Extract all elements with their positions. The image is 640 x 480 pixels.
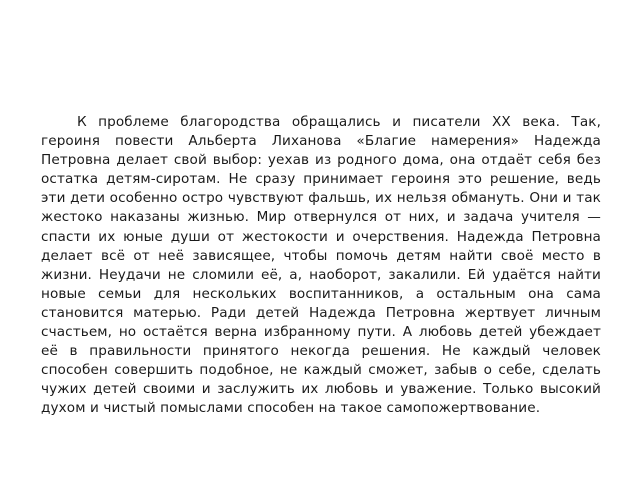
essay-paragraph: К проблеме благородства обращались и писатели XX века. Так, героиня повести Альберта Лиханова «Благие намерения» Надежда Петровна делает свой выбор: уехав из родного дома, она отдаёт себя без остатка детям-сиротам. Не сразу принимает героиня это решение, ведь эти дети особенно остро чувствуют фальшь, их нельзя обмануть. Они и так жестоко наказаны жизнью. Мир отвернулся от них, и задача учителя — спасти их юные души от жестокости и очерствения. Надежда Петровна делает всё от неё зависящее, чтобы помочь детям найти своё место в жизни. Неудачи не сломили её, а, наоборот, закалили. Ей удаётся найти новые семьи для нескольких воспитанников, а остальным она сама становится матерью. Ради детей Надежда Петровна жертвует личным счастьем, но остаётся верна избранному пути. А любовь детей убеждает её в правильности принятого некогда решения. Не каждый человек способен совершить подобное, не каждый сможет, забыв о себе, сделать чужих детей своими и заслужить их любовь и уважение. Только высокий духом и чистый помыслами способен на такое самопожертвование.	[41, 114, 601, 417]
